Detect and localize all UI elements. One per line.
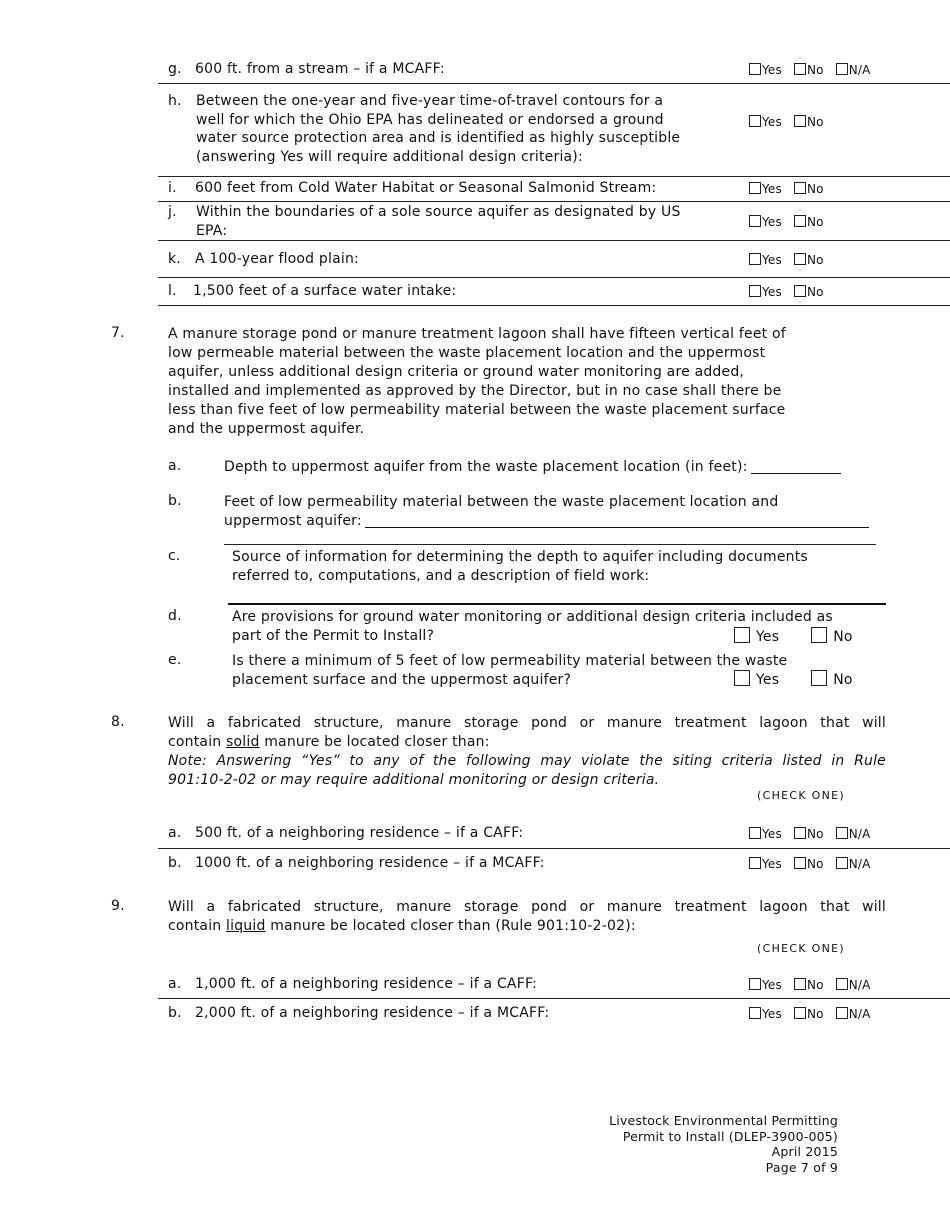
row-k-choices: [749, 253, 832, 267]
option-label: Yes: [762, 215, 782, 229]
text-line: aquifer, unless additional design criteria or ground water monitoring are added,: [168, 364, 745, 380]
text-line: Feet of low permeability material between the waste placement location and: [224, 494, 779, 510]
footer-form-id: Permit to Install (DLEP-3900-005): [622, 1128, 838, 1144]
option-label: No: [807, 182, 824, 196]
q7a-text: [224, 458, 841, 477]
question-7-number: 7.: [111, 325, 125, 341]
row-i: [168, 179, 656, 198]
checkbox[interactable]: [794, 827, 806, 839]
row-text: 500 ft. of a neighboring residence – if a CAFF:: [195, 825, 524, 841]
option-label: Yes: [762, 285, 782, 299]
checkbox[interactable]: [749, 285, 761, 297]
option-label: N/A: [848, 1007, 871, 1021]
option-label: No: [807, 115, 824, 129]
row-label: b.: [168, 1005, 182, 1021]
divider: [158, 277, 950, 278]
checkbox[interactable]: [811, 670, 827, 686]
checkbox[interactable]: [749, 857, 761, 869]
option-label: No: [807, 63, 824, 77]
q7b-prompt: uppermost aquifer:: [224, 512, 362, 529]
row-l: [168, 282, 456, 301]
text-line: low permeable material between the waste placement location and the uppermost: [168, 345, 766, 361]
text-part: manure be located closer than:: [259, 734, 490, 750]
depth-to-aquifer-field[interactable]: [751, 459, 841, 474]
low-permeability-feet-field[interactable]: [365, 513, 869, 528]
text-line: (answering Yes will require additional design criteria):: [196, 148, 583, 165]
q8-row-b: [168, 854, 545, 873]
divider: [158, 83, 950, 84]
row-label: g.: [168, 61, 182, 77]
checkbox[interactable]: [749, 182, 761, 194]
option-label: No: [807, 285, 824, 299]
text-part: manure be located closer than (Rule 901:10-2-02):: [265, 918, 636, 934]
checkbox[interactable]: [749, 978, 761, 990]
row-label: l.: [168, 283, 177, 299]
question-8-number: 8.: [111, 714, 125, 730]
divider: [158, 201, 950, 202]
option-label: Yes: [762, 1007, 782, 1021]
row-label: a.: [168, 976, 182, 992]
row-j-label: [168, 203, 177, 222]
checkbox[interactable]: [836, 978, 848, 990]
row-text: A 100-year flood plain:: [195, 251, 359, 267]
row-text: 2,000 ft. of a neighboring residence – if a MCAFF:: [195, 1005, 550, 1021]
q7a-label: a.: [168, 458, 182, 474]
check-one-label: (CHECK ONE): [757, 942, 846, 955]
q7c-label: c.: [168, 548, 181, 564]
option-label: Yes: [762, 63, 782, 77]
text-line: Will a fabricated structure, manure storage pond or manure treatment lagoon that will: [168, 899, 886, 915]
text-line: Are provisions for ground water monitoring or additional design criteria included as: [232, 609, 833, 625]
text-line: part of the Permit to Install?: [232, 627, 435, 644]
q8-row-b-choices: [749, 857, 879, 871]
row-label: i.: [168, 180, 177, 196]
q9-row-b-choices: [749, 1007, 879, 1021]
row-j-choices: [749, 215, 832, 229]
text-line: Between the one-year and five-year time-of-travel contours for a: [196, 93, 664, 109]
option-label: Yes: [762, 857, 782, 871]
row-label: a.: [168, 825, 182, 841]
checkbox[interactable]: [749, 827, 761, 839]
row-g-choices: [749, 63, 879, 77]
text-line: water source protection area and is identified as highly susceptible: [196, 130, 681, 146]
q7c-text: [232, 548, 808, 585]
question-9-text: [168, 898, 886, 936]
row-text: 600 ft. from a stream – if a MCAFF:: [195, 61, 445, 77]
checkbox[interactable]: [734, 670, 750, 686]
option-label: No: [807, 978, 824, 992]
question-7-text: [168, 325, 786, 439]
option-label: No: [807, 827, 824, 841]
option-label: N/A: [848, 827, 871, 841]
option-label: Yes: [762, 978, 782, 992]
q7b-text: [224, 493, 869, 530]
text-line: placement surface and the uppermost aquifer?: [232, 671, 572, 688]
row-label: b.: [168, 855, 182, 871]
option-label: Yes: [756, 672, 780, 688]
row-text: 600 feet from Cold Water Habitat or Seasonal Salmonid Stream:: [195, 180, 657, 196]
checkbox[interactable]: [811, 627, 827, 643]
note-line: 901:10-2-02 or may require additional monitoring or design criteria.: [168, 772, 660, 788]
q7a-prompt: Depth to uppermost aquifer from the waste placement location (in feet):: [224, 459, 748, 475]
checkbox[interactable]: [794, 215, 806, 227]
option-label: Yes: [762, 253, 782, 267]
text-line: referred to, computations, and a description of field work:: [232, 567, 650, 584]
question-9-number: 9.: [111, 898, 125, 914]
checkbox[interactable]: [794, 1007, 806, 1019]
divider: [158, 998, 950, 999]
row-text: 1000 ft. of a neighboring residence – if a MCAFF:: [195, 855, 545, 871]
row-h-choices: [749, 115, 832, 129]
text-line: Will a fabricated structure, manure storage pond or manure treatment lagoon that will: [168, 715, 886, 731]
checkbox[interactable]: [749, 1007, 761, 1019]
checkbox[interactable]: [734, 627, 750, 643]
row-h-label: [168, 92, 182, 111]
q9-row-a-choices: [749, 978, 879, 992]
option-label: Yes: [756, 629, 780, 645]
checkbox[interactable]: [836, 857, 848, 869]
q7c-top-rule: [224, 544, 876, 545]
page-footer: [609, 1113, 838, 1175]
text-line: well for which the Ohio EPA has delineated or endorsed a ground: [196, 111, 664, 128]
option-label: No: [807, 857, 824, 871]
text-line: and the uppermost aquifer.: [168, 421, 365, 437]
row-label: k.: [168, 251, 181, 267]
row-g: [168, 60, 445, 79]
source-info-field[interactable]: [228, 603, 886, 605]
option-label: Yes: [762, 182, 782, 196]
row-k: [168, 250, 359, 269]
row-h-text: [196, 92, 726, 166]
checkbox[interactable]: [749, 253, 761, 265]
row-label: h.: [168, 93, 182, 109]
text-line: Is there a minimum of 5 feet of low permeability material between the waste: [232, 653, 788, 669]
checkbox[interactable]: [794, 978, 806, 990]
checkbox[interactable]: [749, 115, 761, 127]
footer-date: April 2015: [771, 1144, 838, 1159]
row-l-choices: [749, 285, 832, 299]
question-8-text: [168, 714, 886, 790]
option-label: N/A: [848, 978, 871, 992]
option-label: N/A: [848, 63, 871, 77]
row-j-text: [196, 203, 726, 240]
checkbox[interactable]: [794, 253, 806, 265]
checkbox[interactable]: [836, 1007, 848, 1019]
check-one-label: (CHECK ONE): [757, 789, 846, 802]
checkbox[interactable]: [749, 215, 761, 227]
note-line: Note: Answering “Yes” to any of the following may violate the siting criteria listed in Rule: [168, 753, 886, 769]
q7e-label: e.: [168, 652, 182, 668]
q7b-label: b.: [168, 493, 182, 509]
option-label: Yes: [762, 115, 782, 129]
text-part: contain: [168, 734, 227, 750]
emphasis-solid: solid: [226, 734, 260, 750]
option-label: No: [807, 1007, 824, 1021]
option-label: No: [833, 672, 853, 688]
divider: [158, 240, 950, 241]
q9-row-b: [168, 1004, 549, 1023]
q7d-label: d.: [168, 608, 182, 624]
checkbox[interactable]: [749, 63, 761, 75]
q9-row-a: [168, 975, 537, 994]
text-line: EPA:: [196, 222, 228, 239]
row-text: 1,000 ft. of a neighboring residence – if a CAFF:: [195, 976, 538, 992]
option-label: No: [833, 629, 853, 645]
footer-page-number: Page 7 of 9: [765, 1159, 838, 1175]
option-label: No: [807, 215, 824, 229]
option-label: Yes: [762, 827, 782, 841]
divider: [158, 176, 950, 177]
text-line: Within the boundaries of a sole source aquifer as designated by US: [196, 204, 681, 220]
emphasis-liquid: liquid: [226, 918, 266, 934]
checkbox[interactable]: [794, 285, 806, 297]
q7e-choices: [734, 670, 853, 688]
checkbox[interactable]: [836, 63, 848, 75]
q8-row-a-choices: [749, 827, 879, 841]
text-line: less than five feet of low permeability material between the waste placement surface: [168, 402, 786, 418]
checkbox[interactable]: [794, 182, 806, 194]
row-text: 1,500 feet of a surface water intake:: [193, 283, 457, 299]
q7e-text: [232, 652, 787, 689]
text-part: contain: [168, 918, 227, 934]
divider: [158, 305, 950, 306]
text-line: A manure storage pond or manure treatment lagoon shall have fifteen vertical feet of: [168, 326, 786, 342]
row-i-choices: [749, 182, 832, 196]
checkbox[interactable]: [836, 827, 848, 839]
option-label: No: [807, 253, 824, 267]
option-label: N/A: [848, 857, 871, 871]
q7d-choices: [734, 627, 853, 645]
text-line: installed and implemented as approved by the Director, but in no case shall there be: [168, 383, 782, 399]
checkbox[interactable]: [794, 857, 806, 869]
row-label: j.: [168, 204, 177, 220]
divider: [158, 848, 950, 849]
footer-program: Livestock Environmental Permitting: [609, 1113, 838, 1128]
q8-row-a: [168, 824, 523, 843]
checkbox[interactable]: [794, 63, 806, 75]
text-line: Source of information for determining the depth to aquifer including documents: [232, 549, 808, 565]
checkbox[interactable]: [794, 115, 806, 127]
